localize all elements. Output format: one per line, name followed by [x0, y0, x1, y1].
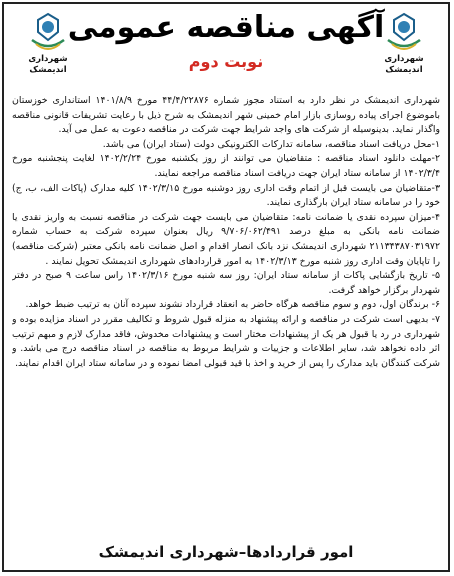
list-item: ۳-متقاضیان می بایست قبل از اتمام وقت اداری روز دوشنبه مورخ ۱۴۰۲/۳/۱۵ کلیه مدارک (پاکات الف، ب، ج) خود را در سامانه ستاد ایران بارگذاری نمایند. [12, 182, 440, 209]
notice-title: آگهی مناقصه عمومی [67, 10, 385, 45]
list-item: ۴-میزان سپرده نقدی یا ضمانت نامه: متقاضیان می بایست جهت شرکت در مناقصه نسبت به واریز نقدی یا ضمانت نامه بانکی به مبلغ درصد ۹/۷۰۶/۰۶۲/۴۹۱ ریال بعنوان سپرده شرکت به حساب شماره ۲۱۱۳۴۳۸۷۰۳۱۹۷۲ شهرداری اندیمشک نزد بانک انصار اقدام و اصل ضمانت نامه بانکی معتبر (شرکت مناقصه) را تاپایان وقت اداری روز شنبه مورخ ۱۴۰۲/۳/۱۳ به امور قراردادهای شهرداری اندیمشک تحویل نمایند . [12, 211, 440, 267]
notice-round: نوبت دوم [188, 52, 264, 71]
logo-caption-right: شهرداری اندیمشک [384, 54, 424, 75]
list-item: ۵- تاریخ بازگشایی پاکات از سامانه ستاد ایران: روز سه شنبه مورخ ۱۴۰۲/۳/۱۶ راس ساعت ۹ صبح در دفتر شهردار برگزار خواهد گرفت. [12, 270, 440, 296]
notice-body [12, 94, 440, 528]
intro-paragraph: شهرداری اندیمشک در نظر دارد به استناد مجوز شماره ۴۴/۴/۲۲۸۷۶ مورخ ۱۴۰۱/۸/۹ استانداری خوزستان باموضوع اجرای پیاده روسازی بازار امام خمینی شهر اندیمشک به شرح ذیل با رعایت تشریفات قانونی مناقصه واگذار نماید. بدینوسیله از شرکت های واجد شرایط جهت شرکت در مناقصه دعوت به عمل می آید. [12, 95, 440, 136]
logo-caption-left: شهرداری اندیمشک [28, 54, 68, 75]
notice-frame [2, 2, 450, 572]
list-item: ۲-مهلت دانلود اسناد مناقصه : متقاضیان می توانند از روز یکشنبه مورخ ۱۴۰۲/۲/۲۴ لغایت پنجشنبه مورخ ۱۴۰۲/۳/۴ از سامانه ستاد ایران جهت دریافت اسناد مناقصه مراجعه نمایند. [12, 153, 440, 179]
list-item: ۷- بدیهی است شرکت در مناقصه و ارائه پیشنهاد به منزله قبول شروط و تکالیف مقرر در اسناد مزایده بوده و شهرداری در رد یا قبول هر یک از پیشنهادات مختار است و پیشنهادات مخدوش، فاقد مدارک لازم و مبهم ترتیب اثر داده نخواهد شد، سایر اطلاعات و جزییات و شرایط مربوط به مناقصه در اسناد مناقصه درج می باشد. و شرکت کنندگان باید مدارک را پس از خرید و اخذ با قید قبولی امضا نموده و در سامانه ستاد ایران اقدام نمایند. [12, 313, 440, 369]
list-item: ۶- برندگان اول، دوم و سوم مناقصه هرگاه حاضر به انعقاد قرارداد نشوند سپرده آنان به ترتیب ضبط خواهد. [25, 299, 440, 311]
list-item: ۱-محل دریافت اسناد مناقصه، سامانه تدارکات الکترونیکی دولت (ستاد ایران) می باشد. [102, 138, 440, 150]
notice-footer: امور قراردادها–شهرداری اندیمشک [98, 543, 354, 561]
notice-header [4, 4, 448, 92]
